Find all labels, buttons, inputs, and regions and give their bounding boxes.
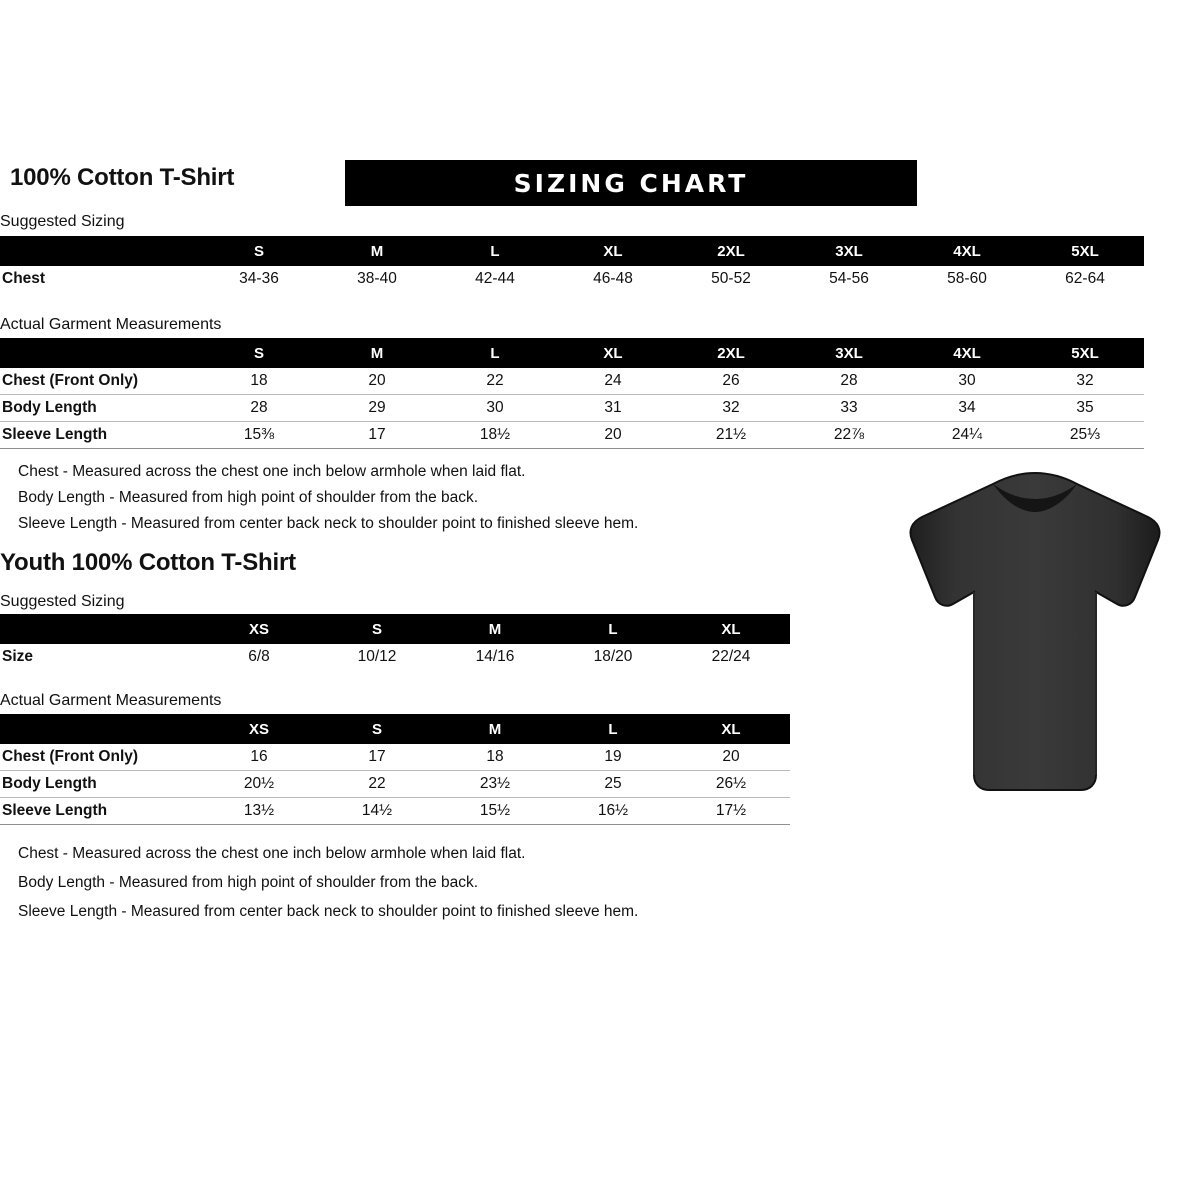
col-head-label bbox=[0, 614, 200, 644]
table-row bbox=[0, 744, 790, 771]
col-head-xl: XL bbox=[672, 614, 790, 644]
col-head-5xl: 5XL bbox=[1026, 236, 1144, 266]
col-head-m: M bbox=[318, 236, 436, 266]
row-label-body-length: Body Length bbox=[0, 771, 200, 798]
col-head-label bbox=[0, 338, 200, 368]
cell-chestfront-xl: 20 bbox=[672, 744, 790, 771]
cell-chestfront-3xl: 28 bbox=[790, 368, 908, 395]
col-head-xl: XL bbox=[554, 338, 672, 368]
youth-note-sleeve-length: Sleeve Length - Measured from center back neck to shoulder point to finished sleeve hem. bbox=[18, 903, 639, 920]
cell-bodylength-5xl: 35 bbox=[1026, 395, 1144, 422]
cell-size-s: 10/12 bbox=[357, 648, 397, 665]
sizing-chart-banner-label: SIZING CHART bbox=[513, 169, 749, 198]
row-label-chest-front-only: Chest (Front Only) bbox=[0, 744, 200, 771]
adult-header-row bbox=[10, 160, 1190, 206]
row-label-body-length: Body Length bbox=[0, 395, 200, 422]
row-label-chest: Chest bbox=[2, 270, 46, 287]
cell-chestfront-xs: 16 bbox=[200, 744, 318, 771]
table-row bbox=[0, 798, 790, 825]
col-head-xl: XL bbox=[554, 236, 672, 266]
col-head-m: M bbox=[318, 338, 436, 368]
cell-bodylength-l: 25 bbox=[554, 771, 672, 798]
col-head-s: S bbox=[200, 338, 318, 368]
cell-sleevelength-m: 17 bbox=[318, 422, 436, 449]
adult-actual-measurements-table bbox=[0, 338, 1144, 449]
cell-chestfront-l: 19 bbox=[554, 744, 672, 771]
cell-bodylength-s: 22 bbox=[318, 771, 436, 798]
col-head-m: M bbox=[436, 614, 554, 644]
row-label-size: Size bbox=[2, 648, 34, 665]
adult-suggested-sizing-table bbox=[0, 236, 1144, 292]
cell-sleevelength-s: 15⅜ bbox=[200, 422, 318, 449]
adult-note-chest: Chest - Measured across the chest one inch below armhole when laid flat. bbox=[18, 463, 526, 480]
youth-section-title: Youth 100% Cotton T-Shirt bbox=[0, 549, 296, 576]
cell-chestfront-2xl: 26 bbox=[672, 368, 790, 395]
row-label-sleeve-length: Sleeve Length bbox=[0, 798, 200, 825]
row-label-sleeve-length: Sleeve Length bbox=[0, 422, 200, 449]
table-row bbox=[0, 368, 1144, 395]
col-head-s: S bbox=[318, 614, 436, 644]
table-row bbox=[0, 771, 790, 798]
cell-sleevelength-xl: 17½ bbox=[672, 798, 790, 825]
cell-size-xs: 6/8 bbox=[248, 648, 270, 665]
col-head-m: M bbox=[436, 714, 554, 744]
cell-chest-3xl: 54-56 bbox=[829, 270, 869, 287]
cell-chest-l: 42-44 bbox=[475, 270, 515, 287]
cell-bodylength-4xl: 34 bbox=[908, 395, 1026, 422]
cell-bodylength-3xl: 33 bbox=[790, 395, 908, 422]
cell-bodylength-l: 30 bbox=[436, 395, 554, 422]
cell-bodylength-m: 29 bbox=[318, 395, 436, 422]
adult-note-sleeve-length: Sleeve Length - Measured from center back neck to shoulder point to finished sleeve hem. bbox=[18, 515, 639, 532]
youth-note-chest: Chest - Measured across the chest one inch below armhole when laid flat. bbox=[18, 845, 526, 862]
col-head-l: L bbox=[436, 338, 554, 368]
col-head-l: L bbox=[436, 236, 554, 266]
cell-bodylength-xs: 20½ bbox=[200, 771, 318, 798]
cell-bodylength-xl: 31 bbox=[554, 395, 672, 422]
col-head-5xl: 5XL bbox=[1026, 338, 1144, 368]
col-head-2xl: 2XL bbox=[672, 236, 790, 266]
cell-sleevelength-xs: 13½ bbox=[200, 798, 318, 825]
cell-sleevelength-3xl: 22⅞ bbox=[790, 422, 908, 449]
col-head-xl: XL bbox=[672, 714, 790, 744]
cell-sleevelength-5xl: 25⅓ bbox=[1026, 422, 1144, 449]
cell-chest-s: 34-36 bbox=[239, 270, 279, 287]
col-head-xs: XS bbox=[200, 614, 318, 644]
col-head-4xl: 4XL bbox=[908, 236, 1026, 266]
cell-chest-m: 38-40 bbox=[357, 270, 397, 287]
cell-chestfront-4xl: 30 bbox=[908, 368, 1026, 395]
table-row bbox=[0, 422, 1144, 449]
table-header-row bbox=[0, 614, 790, 644]
adult-note-body-length: Body Length - Measured from high point of shoulder from the back. bbox=[18, 489, 479, 506]
cell-sleevelength-2xl: 21½ bbox=[672, 422, 790, 449]
adult-actual-measurements-label: Actual Garment Measurements bbox=[0, 316, 222, 333]
col-head-3xl: 3XL bbox=[790, 338, 908, 368]
col-head-s: S bbox=[318, 714, 436, 744]
table-row bbox=[0, 644, 790, 670]
youth-suggested-sizing-table bbox=[0, 614, 790, 670]
cell-sleevelength-4xl: 24¼ bbox=[908, 422, 1026, 449]
cell-chest-xl: 46-48 bbox=[593, 270, 633, 287]
cell-sleevelength-s: 14½ bbox=[318, 798, 436, 825]
adult-suggested-sizing-label: Suggested Sizing bbox=[0, 213, 125, 230]
col-head-s: S bbox=[200, 236, 318, 266]
table-header-row bbox=[0, 714, 790, 744]
col-head-xs: XS bbox=[200, 714, 318, 744]
cell-chest-4xl: 58-60 bbox=[947, 270, 987, 287]
col-head-label bbox=[0, 714, 200, 744]
table-header-row bbox=[0, 236, 1144, 266]
table-header-row bbox=[0, 338, 1144, 368]
cell-bodylength-s: 28 bbox=[200, 395, 318, 422]
tshirt-icon bbox=[890, 470, 1180, 815]
cell-sleevelength-xl: 20 bbox=[554, 422, 672, 449]
cell-chest-2xl: 50-52 bbox=[711, 270, 751, 287]
cell-size-xl: 22/24 bbox=[711, 648, 751, 665]
cell-chest-5xl: 62-64 bbox=[1065, 270, 1105, 287]
cell-chestfront-s: 18 bbox=[200, 368, 318, 395]
cell-bodylength-m: 23½ bbox=[436, 771, 554, 798]
cell-chestfront-xl: 24 bbox=[554, 368, 672, 395]
cell-sleevelength-m: 15½ bbox=[436, 798, 554, 825]
youth-actual-measurements-table bbox=[0, 714, 790, 825]
table-row bbox=[0, 266, 1144, 292]
sizing-chart-banner bbox=[345, 160, 917, 206]
cell-chestfront-m: 18 bbox=[436, 744, 554, 771]
cell-size-m: 14/16 bbox=[475, 648, 515, 665]
row-label-chest-front-only: Chest (Front Only) bbox=[0, 368, 200, 395]
youth-note-body-length: Body Length - Measured from high point of shoulder from the back. bbox=[18, 874, 479, 891]
cell-chestfront-s: 17 bbox=[318, 744, 436, 771]
table-row bbox=[0, 395, 1144, 422]
col-head-2xl: 2XL bbox=[672, 338, 790, 368]
cell-chestfront-m: 20 bbox=[318, 368, 436, 395]
cell-chestfront-l: 22 bbox=[436, 368, 554, 395]
cell-bodylength-xl: 26½ bbox=[672, 771, 790, 798]
cell-size-l: 18/20 bbox=[593, 648, 633, 665]
col-head-l: L bbox=[554, 714, 672, 744]
col-head-3xl: 3XL bbox=[790, 236, 908, 266]
cell-sleevelength-l: 18½ bbox=[436, 422, 554, 449]
col-head-l: L bbox=[554, 614, 672, 644]
cell-bodylength-2xl: 32 bbox=[672, 395, 790, 422]
cell-chestfront-5xl: 32 bbox=[1026, 368, 1144, 395]
cell-sleevelength-l: 16½ bbox=[554, 798, 672, 825]
youth-actual-measurements-label: Actual Garment Measurements bbox=[0, 692, 222, 709]
col-head-4xl: 4XL bbox=[908, 338, 1026, 368]
tshirt-product-image bbox=[890, 470, 1180, 815]
youth-suggested-sizing-label: Suggested Sizing bbox=[0, 593, 125, 610]
col-head-label bbox=[0, 236, 200, 266]
adult-section-title: 100% Cotton T-Shirt bbox=[10, 164, 235, 191]
